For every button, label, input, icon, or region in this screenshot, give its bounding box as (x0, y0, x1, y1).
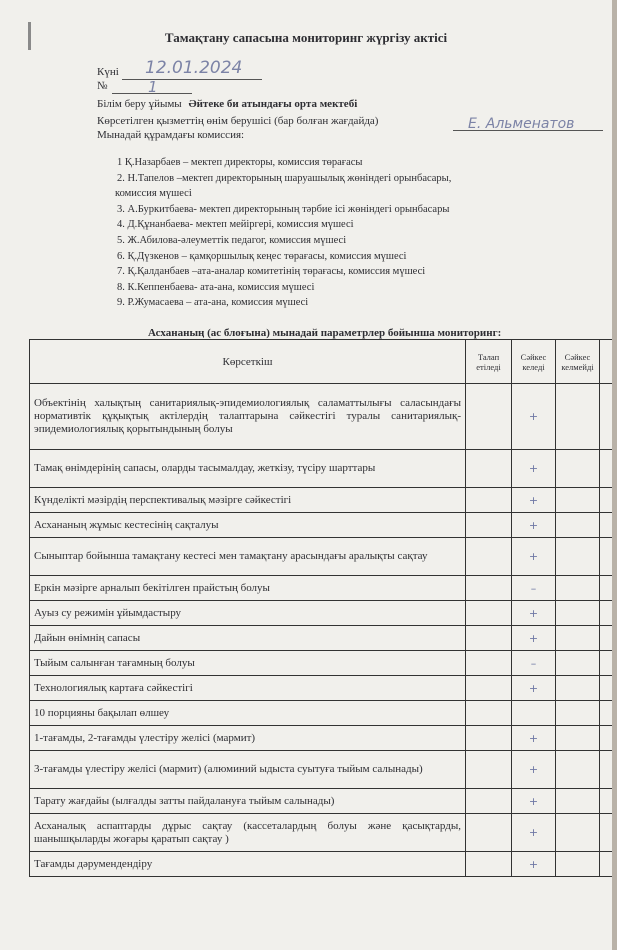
table-row (30, 814, 613, 852)
noncompliant-cell (556, 601, 600, 626)
noncompliant-cell (556, 488, 600, 513)
noncompliant-cell (556, 626, 600, 651)
indicator-cell: Сыныптар бойынша тамақтану кестесі мен тамақтану арасындағы аралықты сақтау (30, 538, 466, 576)
table-row (30, 488, 613, 513)
indicator-cell: Асханалық аспаптарды дұрыс сақтау (кассеталардың болуы және қасықтарды, шанышқыларды жоғары қаратып сақтау ) (30, 814, 466, 852)
header-indicator: Көрсеткіш (30, 340, 466, 384)
header-compliant: Сәйкес келеді (512, 340, 556, 384)
table-row (30, 538, 613, 576)
compliance-mark: + (512, 538, 556, 576)
member-line: 4. Д.Құнанбаева- мектеп мейіргері, комиссия мүшесі (117, 219, 354, 231)
indicator-cell: 10 порцияны бақылап өлшеу (30, 701, 466, 726)
table-row (30, 751, 613, 789)
member-line: 7. Қ.Қалданбаев –ата-аналар комитетінің төрағасы, комиссия мүшесі (117, 266, 426, 278)
header-required: Талап етіледі (466, 340, 512, 384)
compliance-mark: + (512, 450, 556, 488)
table-row (30, 576, 613, 601)
compliance-mark: + (512, 852, 556, 877)
required-cell (466, 384, 512, 450)
compliance-mark: + (512, 726, 556, 751)
required-cell (466, 488, 512, 513)
table-title: Асхананың (ас блоғына) мынадай параметрлер бойынша мониторинг: (148, 327, 502, 339)
member-line: 5. Ж.Абилова-әлеуметтік педагог, комиссия мүшесі (117, 234, 347, 246)
compliance-mark: + (512, 513, 556, 538)
extra-cell (600, 538, 613, 576)
extra-cell (600, 676, 613, 701)
indicator-cell: Тағамды дәрумендендіру (30, 852, 466, 877)
noncompliant-cell (556, 814, 600, 852)
table-row (30, 513, 613, 538)
noncompliant-cell (556, 513, 600, 538)
member-line: 2. Н.Тапелов –мектеп директорының шаруашылық жөніндегі орынбасары, (117, 172, 452, 184)
required-cell (466, 789, 512, 814)
indicator-cell: Объектінің халықтың санитариялық-эпидемиологиялық саламаттылығы саласындағы нормативтік құқықтық актілердің талаптарына сәйкестігі туралы санитариялық-эпидемиологиялық қорытындының болуы (30, 384, 466, 450)
extra-cell (600, 789, 613, 814)
extra-cell (600, 751, 613, 789)
table-row (30, 626, 613, 651)
noncompliant-cell (556, 576, 600, 601)
compliance-mark: + (512, 814, 556, 852)
noncompliant-cell (556, 676, 600, 701)
indicator-cell: Тарату жағдайы (ылғалды затты пайдалануға тыйым салынады) (30, 789, 466, 814)
indicator-cell: Дайын өнімнің сапасы (30, 626, 466, 651)
table-row (30, 789, 613, 814)
required-cell (466, 814, 512, 852)
member-line: комиссия мүшесі (115, 188, 192, 200)
required-cell (466, 751, 512, 789)
header-extra-column (600, 340, 613, 384)
school-line (97, 98, 357, 111)
table-row (30, 676, 613, 701)
indicator-cell: Тамақ өнімдерінің сапасы, оларды тасымалдау, жеткізу, түсіру шарттары (30, 450, 466, 488)
noncompliant-cell (556, 450, 600, 488)
provider-label: Көрсетілген қызметтің өнім берушісі (бар болған жағдайда) (97, 115, 379, 127)
member-line: 9. Р.Жумасаева – ата-ана, комиссия мүшесі (117, 297, 309, 309)
extra-cell (600, 701, 613, 726)
table-row (30, 651, 613, 676)
required-cell (466, 601, 512, 626)
compliance-mark: + (512, 789, 556, 814)
extra-cell (600, 513, 613, 538)
number-label: № (97, 80, 108, 92)
compliance-mark: + (512, 601, 556, 626)
date-value: 12.01.2024 (145, 58, 243, 78)
extra-cell (600, 852, 613, 877)
compliance-mark: + (512, 384, 556, 450)
table-header-row (30, 340, 613, 384)
required-cell (466, 701, 512, 726)
table-row (30, 601, 613, 626)
required-cell (466, 676, 512, 701)
document-title: Тамақтану сапасына мониторинг жүргізу актісі (164, 30, 448, 45)
date-label: Күні (97, 66, 119, 78)
member-line: 1 Қ.Назарбаев – мектеп директоры, комиссия төрағасы (117, 157, 363, 168)
indicator-cell: Тыйым салынған тағамның болуы (30, 651, 466, 676)
noncompliant-cell (556, 751, 600, 789)
required-cell (466, 852, 512, 877)
table-row (30, 852, 613, 877)
header-noncompliant: Сәйкес келмейді (556, 340, 600, 384)
date-underline (122, 79, 262, 80)
indicator-cell: 1-тағамды, 2-тағамды үлестіру желісі (мармит) (30, 726, 466, 751)
noncompliant-cell (556, 651, 600, 676)
indicator-cell: Күнделікті мәзірдің перспективалық мәзірге сәйкестігі (30, 488, 466, 513)
member-line: 8. К.Кеппенбаева- ата-ана, комиссия мүшесі (117, 281, 315, 293)
noncompliant-cell (556, 789, 600, 814)
monitoring-table (29, 339, 612, 877)
extra-cell (600, 450, 613, 488)
table-row (30, 726, 613, 751)
extra-cell (600, 601, 613, 626)
required-cell (466, 626, 512, 651)
compliance-mark: + (512, 626, 556, 651)
extra-cell (600, 384, 613, 450)
indicator-cell: Еркін мәзірге арналып бекітілген прайстың болуы (30, 576, 466, 601)
commission-members (117, 155, 597, 311)
indicator-cell: 3-тағамды үлестіру желісі (мармит) (алюминий ыдыста суытуға тыйым салынады) (30, 751, 466, 789)
extra-cell (600, 576, 613, 601)
number-value: 1 (148, 78, 158, 96)
extra-cell (600, 488, 613, 513)
noncompliant-cell (556, 852, 600, 877)
required-cell (466, 576, 512, 601)
noncompliant-cell (556, 701, 600, 726)
extra-cell (600, 651, 613, 676)
indicator-cell: Асхананың жұмыс кестесінің сақталуы (30, 513, 466, 538)
school-label: Білім беру ұйымы (97, 98, 182, 110)
extra-cell (600, 626, 613, 651)
table-body (30, 384, 613, 877)
compliance-mark: + (512, 488, 556, 513)
table-row (30, 384, 613, 450)
commission-label: Мынадай құрамдағы комиссия: (97, 129, 245, 141)
compliance-mark: – (512, 576, 556, 601)
indicator-cell: Технологиялық картаға сәйкестігі (30, 676, 466, 701)
school-name: Әйтеке би атындағы орта мектебі (188, 98, 358, 110)
noncompliant-cell (556, 726, 600, 751)
extra-cell (600, 726, 613, 751)
required-cell (466, 450, 512, 488)
noncompliant-cell (556, 384, 600, 450)
table-row (30, 450, 613, 488)
provider-value: Е. Альменатов (468, 116, 575, 132)
noncompliant-cell (556, 538, 600, 576)
extra-cell (600, 814, 613, 852)
table-row (30, 701, 613, 726)
member-line: 6. Қ.Дүзкенов – қамқоршылық кеңес төрағасы, комиссия мүшесі (117, 250, 407, 262)
required-cell (466, 538, 512, 576)
required-cell (466, 726, 512, 751)
required-cell (466, 513, 512, 538)
compliance-mark: – (512, 651, 556, 676)
compliance-mark (512, 701, 556, 726)
compliance-mark: + (512, 676, 556, 701)
compliance-mark: + (512, 751, 556, 789)
indicator-cell: Ауыз су режимін ұйымдастыру (30, 601, 466, 626)
required-cell (466, 651, 512, 676)
member-line: 3. А.Буркитбаева- мектеп директорының тәрбие ісі жөніндегі орынбасары (117, 203, 450, 215)
